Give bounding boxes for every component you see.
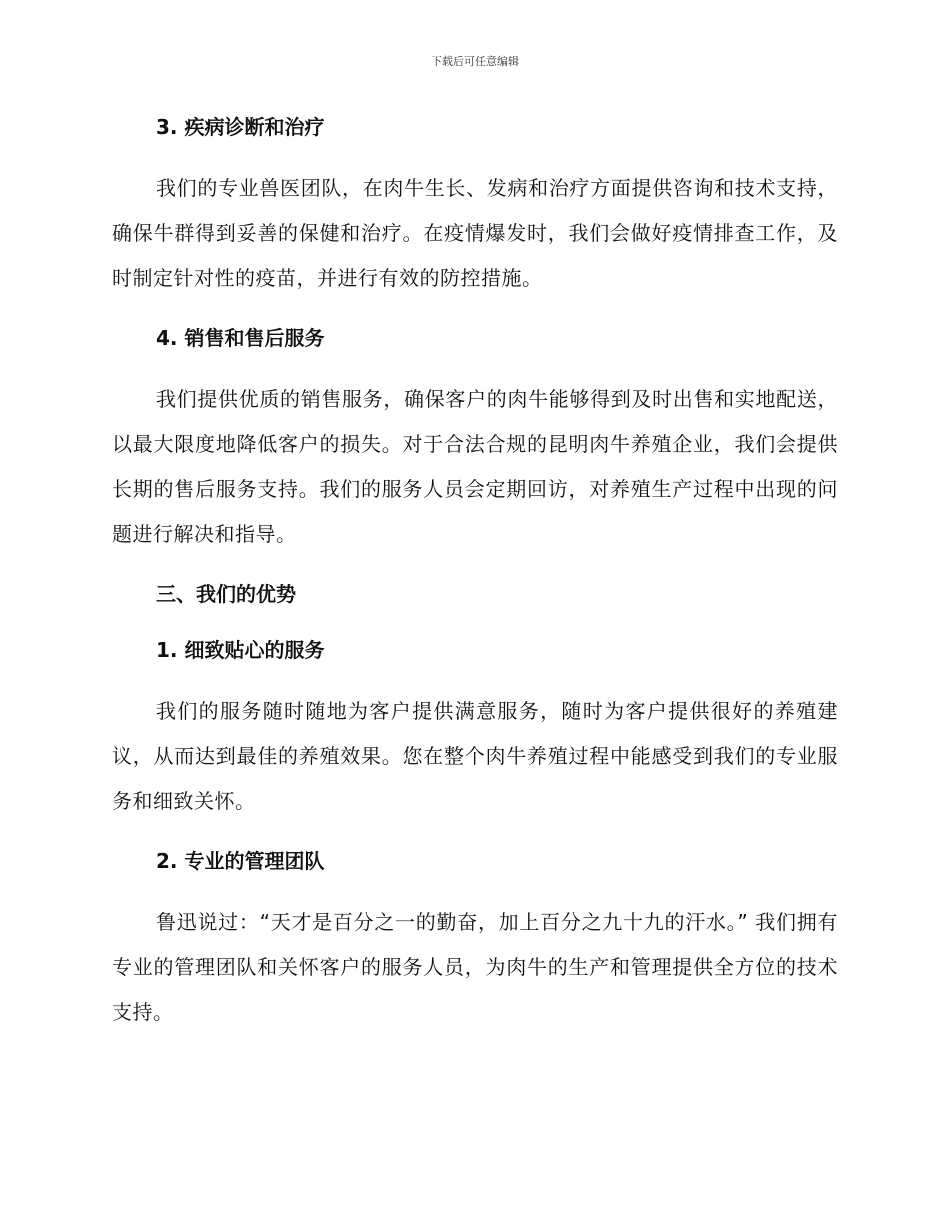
advantage-paragraph-attentive-service: 我们的服务随时随地为客户提供满意服务，随时为客户提供很好的养殖建议，从而达到最佳的养殖效果。您在整个肉牛养殖过程中能感受到我们的专业服务和细致关怀。 <box>112 699 838 813</box>
advantages-title: 三、我们的优势 <box>156 582 296 606</box>
advantage-paragraph-management-team: 鲁迅说过：“天才是百分之一的勤奋，加上百分之九十九的汗水。” 我们拥有专业的管理团队和关怀客户的服务人员，为肉牛的生产和管理提供全方位的技术支持。 <box>112 910 838 1024</box>
page-header: 下载后可任意编辑 <box>431 55 519 68</box>
section-paragraph-disease-diagnosis: 我们的专业兽医团队，在肉牛生长、发病和治疗方面提供咨询和技术支持，确保牛群得到妥善的保健和治疗。在疫情爆发时，我们会做好疫情排查工作，及时制定针对性的疫苗，并进行有效的防控措施。 <box>112 176 838 290</box>
section-paragraph-sales-service: 我们提供优质的销售服务，确保客户的肉牛能够得到及时出售和实地配送，以最大限度地降低客户的损失。对于合法合规的昆明肉牛养殖企业，我们会提供长期的售后服务支持。我们的服务人员会定期回访，对养殖生产过程中出现的问题进行解决和指导。 <box>112 387 838 546</box>
section-heading-sales-service: 4. 销售和售后服务 <box>156 326 325 350</box>
advantage-heading-attentive-service: 1. 细致贴心的服务 <box>156 638 325 662</box>
document-body <box>112 110 838 1035</box>
section-heading-disease-diagnosis: 3. 疾病诊断和治疗 <box>156 115 325 139</box>
advantage-heading-management-team: 2. 专业的管理团队 <box>156 849 325 873</box>
